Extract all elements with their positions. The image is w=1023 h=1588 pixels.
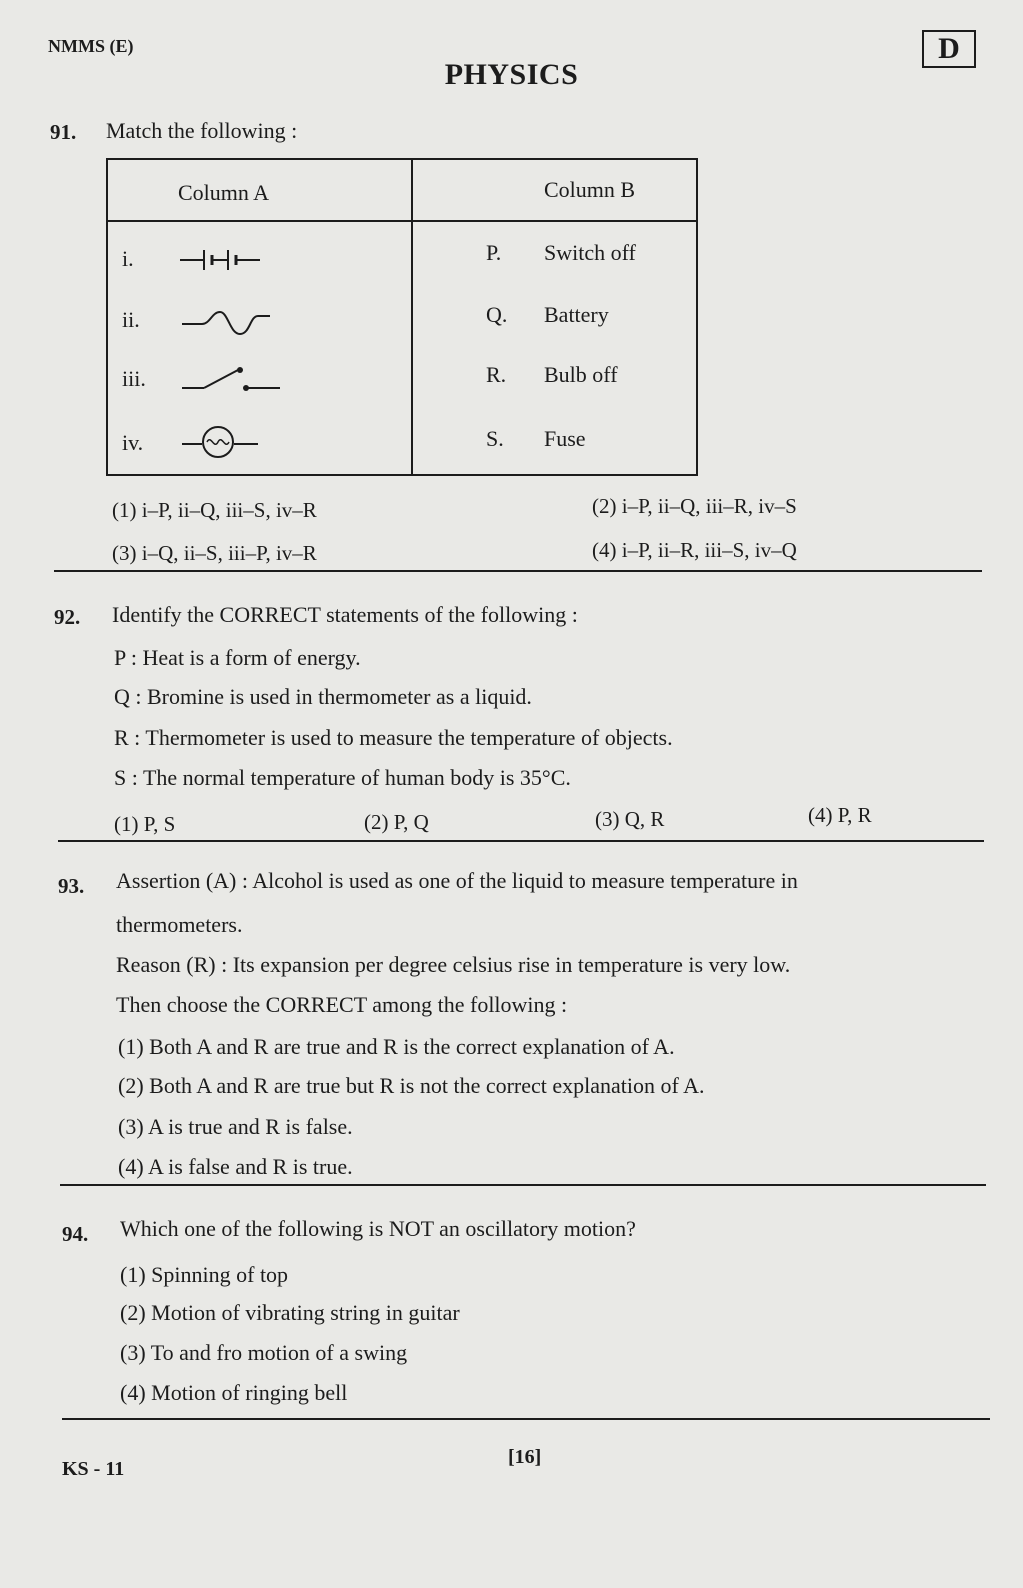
column-a-label-iii: iii. <box>122 366 146 391</box>
question-94-option-4[interactable]: (4) Motion of ringing bell <box>120 1380 348 1405</box>
question-94-option-3[interactable]: (3) To and fro motion of a swing <box>120 1340 408 1365</box>
question-92-statement-s: S : The normal temperature of human body is 35°C. <box>114 765 571 790</box>
question-92-statement-q: Q : Bromine is used in thermometer as a liquid. <box>114 684 532 709</box>
column-a-label-iv: iv. <box>122 430 144 455</box>
question-93-option-1[interactable]: (1) Both A and R are true and R is the correct explanation of A. <box>118 1034 675 1059</box>
paper-code: NMMS (E) <box>48 36 134 56</box>
column-b-item-battery: Battery <box>544 302 609 327</box>
question-92-statement-r: R : Thermometer is used to measure the temperature of objects. <box>114 725 673 750</box>
question-94-text: Which one of the following is NOT an oscillatory motion? <box>120 1216 636 1241</box>
question-91-text: Match the following : <box>106 118 298 143</box>
question-92-text: Identify the CORRECT statements of the following : <box>112 602 578 627</box>
column-b-item-fuse: Fuse <box>544 426 586 451</box>
question-92-option-1[interactable]: (1) P, S <box>114 812 176 836</box>
column-b-letter-q: Q. <box>486 302 508 327</box>
question-93-option-3[interactable]: (3) A is true and R is false. <box>118 1114 353 1139</box>
question-91-option-3[interactable]: (3) i–Q, ii–S, iii–P, iv–R <box>112 541 317 565</box>
column-b-letter-p: P. <box>486 240 502 265</box>
fuse-symbol-icon <box>180 306 272 336</box>
column-b-letter-s: S. <box>486 426 504 451</box>
question-93-assertion-line-1: Assertion (A) : Alcohol is used as one of the liquid to measure temperature in <box>116 868 798 893</box>
match-table <box>106 158 698 476</box>
column-b-item-switch-off: Switch off <box>544 240 636 265</box>
question-91-option-1[interactable]: (1) i–P, ii–Q, iii–S, iv–R <box>112 498 317 522</box>
question-94-option-1[interactable]: (1) Spinning of top <box>120 1262 289 1287</box>
column-b-item-bulb-off: Bulb off <box>544 362 618 387</box>
divider <box>62 1418 990 1420</box>
question-92-option-2[interactable]: (2) P, Q <box>364 810 429 834</box>
question-93-option-4[interactable]: (4) A is false and R is true. <box>118 1154 353 1179</box>
set-code-box: D <box>922 30 976 68</box>
question-93-option-2[interactable]: (2) Both A and R are true but R is not the correct explanation of A. <box>118 1073 705 1098</box>
question-93-reason: Reason (R) : Its expansion per degree celsius rise in temperature is very low. <box>116 952 791 977</box>
battery-symbol-icon <box>180 246 264 272</box>
column-b-letter-r: R. <box>486 362 507 387</box>
question-92-statement-p: P : Heat is a form of energy. <box>114 645 361 670</box>
divider <box>58 840 984 842</box>
question-91-number: 91. <box>50 120 77 144</box>
bulb-off-symbol-icon <box>180 422 260 460</box>
question-93-prompt: Then choose the CORRECT among the following : <box>116 992 568 1017</box>
question-93-number: 93. <box>58 874 85 898</box>
question-91-option-2[interactable]: (2) i–P, ii–Q, iii–R, iv–S <box>592 494 797 518</box>
divider <box>54 570 982 572</box>
column-a-header: Column A <box>178 180 270 205</box>
column-a-label-ii: ii. <box>122 307 140 332</box>
subject-title: PHYSICS <box>444 58 579 91</box>
question-92-option-4[interactable]: (4) P, R <box>808 803 872 827</box>
column-b-header: Column B <box>544 177 636 202</box>
column-a-label-i: i. <box>122 246 134 271</box>
footer-code: KS - 11 <box>62 1458 125 1480</box>
switch-off-symbol-icon <box>180 362 284 396</box>
divider <box>60 1184 986 1186</box>
question-94-option-2[interactable]: (2) Motion of vibrating string in guitar <box>120 1300 460 1325</box>
question-91-option-4[interactable]: (4) i–P, ii–R, iii–S, iv–Q <box>592 538 797 562</box>
question-93-assertion-line-2: thermometers. <box>116 912 243 937</box>
question-92-number: 92. <box>54 605 81 629</box>
question-94-number: 94. <box>62 1222 89 1246</box>
page-number: [16] <box>508 1446 542 1468</box>
question-92-option-3[interactable]: (3) Q, R <box>595 807 665 831</box>
